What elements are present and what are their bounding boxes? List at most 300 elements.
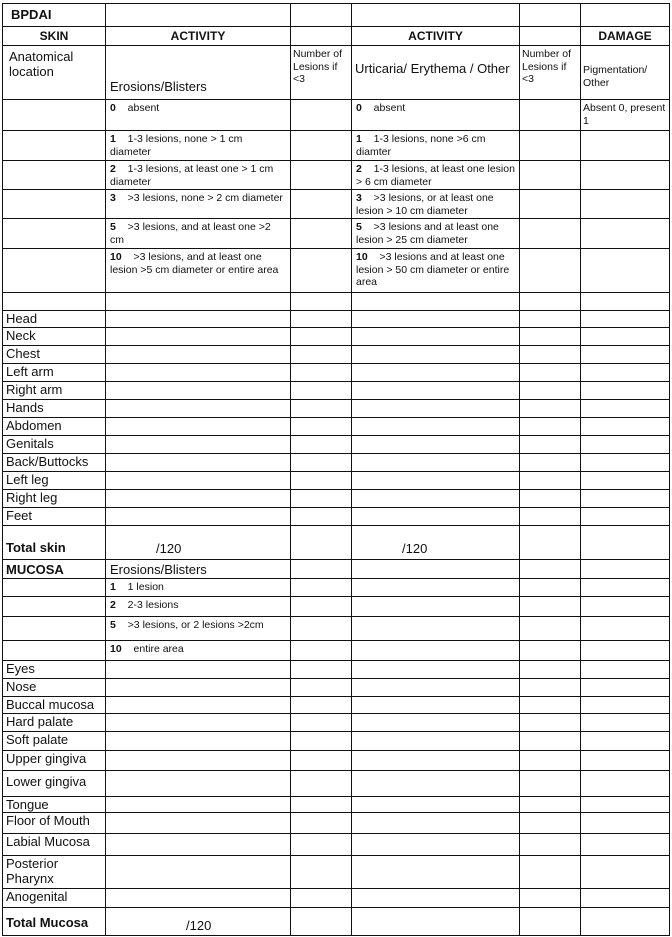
blank-cell bbox=[2, 616, 106, 641]
mucosa-location-nose bbox=[2, 678, 106, 697]
mucosa-location-floor-of-mouth bbox=[2, 812, 106, 834]
location-label: Hands bbox=[6, 400, 44, 415]
entry-cell[interactable] bbox=[351, 292, 520, 311]
urticaria-score-cell bbox=[351, 130, 520, 161]
location-label: Genitals bbox=[6, 436, 54, 451]
entry-cell[interactable] bbox=[519, 770, 581, 797]
entry-cell[interactable] bbox=[351, 310, 520, 328]
entry-cell[interactable] bbox=[519, 812, 581, 834]
entry-cell[interactable] bbox=[2, 292, 106, 311]
score-value: 2 bbox=[110, 599, 116, 611]
score-value: 3 bbox=[356, 192, 362, 204]
entry-cell[interactable] bbox=[580, 381, 670, 400]
skin-location-left-arm bbox=[2, 363, 106, 382]
erosion-score bbox=[110, 192, 286, 205]
entry-cell[interactable] bbox=[290, 345, 352, 364]
erosion-score bbox=[110, 102, 286, 115]
blank-cell bbox=[580, 578, 670, 597]
entry-cell[interactable] bbox=[290, 696, 352, 714]
location-label: Right arm bbox=[6, 382, 63, 397]
blank-cell bbox=[2, 578, 106, 597]
score-value: 1 bbox=[356, 133, 362, 145]
blank-cell bbox=[290, 559, 352, 579]
location-label: Right leg bbox=[6, 490, 58, 505]
entry-cell[interactable] bbox=[105, 381, 291, 400]
skin-location-right-leg bbox=[2, 489, 106, 508]
entry-cell[interactable] bbox=[351, 489, 520, 508]
entry-cell[interactable] bbox=[351, 696, 520, 714]
anatomical-location-label: Anatomical location bbox=[9, 49, 77, 79]
entry-cell[interactable] bbox=[580, 489, 670, 508]
entry-cell[interactable] bbox=[105, 750, 291, 771]
location-label: Buccal mucosa bbox=[6, 697, 95, 712]
entry-cell[interactable] bbox=[351, 713, 520, 732]
blank-cell bbox=[2, 160, 106, 190]
entry-cell[interactable] bbox=[105, 453, 291, 472]
entry-cell[interactable] bbox=[105, 435, 291, 454]
entry-cell[interactable] bbox=[580, 417, 670, 436]
mucosa-score-cell bbox=[105, 578, 291, 597]
entry-cell[interactable] bbox=[519, 907, 581, 936]
erosion-score-cell bbox=[105, 99, 291, 131]
entry-cell[interactable] bbox=[105, 489, 291, 508]
urticaria-score-cell bbox=[351, 218, 520, 249]
score-value: 5 bbox=[110, 619, 116, 631]
column-header: DAMAGE bbox=[598, 29, 652, 43]
score-description: entire area bbox=[127, 643, 184, 655]
entry-cell[interactable] bbox=[290, 399, 352, 418]
entry-cell[interactable] bbox=[580, 310, 670, 328]
location-label: Chest bbox=[6, 346, 40, 361]
blank-cell bbox=[351, 640, 520, 661]
location-label: Feet bbox=[6, 508, 33, 523]
anatomical-location-header bbox=[2, 45, 106, 100]
erosion-score-cell bbox=[105, 248, 291, 293]
blank-cell bbox=[290, 616, 352, 641]
mucosa-label-cell bbox=[2, 559, 106, 579]
entry-cell[interactable] bbox=[519, 345, 581, 364]
erosion-score-cell bbox=[105, 189, 291, 219]
entry-cell[interactable] bbox=[519, 453, 581, 472]
entry-cell[interactable] bbox=[519, 855, 581, 889]
blank-cell bbox=[580, 160, 670, 190]
form-title-cell bbox=[2, 3, 106, 27]
location-label: Hard palate bbox=[6, 714, 74, 729]
form-title: BPDAI bbox=[11, 7, 52, 22]
entry-cell[interactable] bbox=[519, 796, 581, 813]
entry-cell[interactable] bbox=[351, 327, 520, 346]
mucosa-location-buccal-mucosa bbox=[2, 696, 106, 714]
location-label: Tongue bbox=[6, 797, 49, 812]
total-skin-value-2: /120 bbox=[402, 541, 428, 556]
entry-cell[interactable] bbox=[580, 525, 670, 560]
entry-cell[interactable] bbox=[105, 399, 291, 418]
skin-location-right-arm bbox=[2, 381, 106, 400]
mucosa-score bbox=[110, 599, 286, 612]
mucosa-score bbox=[110, 643, 286, 656]
location-label: Lower gingiva bbox=[6, 774, 87, 789]
entry-cell[interactable] bbox=[580, 471, 670, 490]
score-value: 5 bbox=[110, 221, 116, 233]
urticaria-score bbox=[356, 221, 515, 246]
entry-cell[interactable] bbox=[519, 399, 581, 418]
entry-cell[interactable] bbox=[351, 399, 520, 418]
entry-cell[interactable] bbox=[519, 381, 581, 400]
urticaria-header bbox=[351, 45, 520, 100]
location-label: Head bbox=[6, 311, 38, 326]
entry-cell[interactable] bbox=[519, 833, 581, 856]
entry-cell[interactable] bbox=[105, 471, 291, 490]
blank-cell bbox=[580, 616, 670, 641]
blank-cell bbox=[290, 596, 352, 617]
entry-cell[interactable] bbox=[519, 525, 581, 560]
location-label: Nose bbox=[6, 679, 37, 694]
entry-cell[interactable] bbox=[105, 345, 291, 364]
blank-cell bbox=[519, 596, 581, 617]
entry-cell[interactable] bbox=[290, 292, 352, 311]
entry-cell[interactable] bbox=[580, 770, 670, 797]
skin-location-genitals bbox=[2, 435, 106, 454]
entry-cell[interactable] bbox=[290, 770, 352, 797]
entry-cell[interactable] bbox=[519, 160, 581, 190]
mucosa-location-soft-palate bbox=[2, 731, 106, 751]
location-label: Eyes bbox=[6, 661, 35, 676]
entry-cell[interactable] bbox=[351, 888, 520, 908]
entry-cell[interactable] bbox=[519, 888, 581, 908]
num-lesions-label: Number of Lesions if <3 bbox=[522, 48, 574, 86]
entry-cell[interactable] bbox=[105, 417, 291, 436]
entry-cell[interactable] bbox=[351, 907, 520, 936]
entry-cell[interactable] bbox=[105, 660, 291, 679]
total-skin-activity-1[interactable] bbox=[105, 525, 291, 560]
entry-cell[interactable] bbox=[580, 731, 670, 751]
entry-cell[interactable] bbox=[290, 525, 352, 560]
entry-cell[interactable] bbox=[290, 678, 352, 697]
entry-cell[interactable] bbox=[519, 189, 581, 219]
blank-cell bbox=[2, 99, 106, 131]
mucosa-location-eyes bbox=[2, 660, 106, 679]
entry-cell[interactable] bbox=[519, 248, 581, 293]
total-skin-label: Total skin bbox=[6, 540, 66, 555]
blank-cell bbox=[519, 3, 581, 27]
total-mucosa-label-cell bbox=[2, 907, 106, 936]
header-skin bbox=[2, 26, 106, 46]
entry-cell[interactable] bbox=[290, 750, 352, 771]
mucosa-score-cell bbox=[105, 640, 291, 661]
blank-cell bbox=[519, 578, 581, 597]
entry-cell[interactable] bbox=[580, 750, 670, 771]
skin-location-hands bbox=[2, 399, 106, 418]
entry-cell[interactable] bbox=[519, 750, 581, 771]
pigmentation-label: Pigmentation/ Other bbox=[583, 64, 651, 89]
entry-cell[interactable] bbox=[105, 713, 291, 732]
entry-cell[interactable] bbox=[580, 678, 670, 697]
entry-cell[interactable] bbox=[351, 435, 520, 454]
skin-location-left-leg bbox=[2, 471, 106, 490]
blank-cell bbox=[351, 616, 520, 641]
entry-cell[interactable] bbox=[290, 855, 352, 889]
entry-cell[interactable] bbox=[290, 248, 352, 293]
score-value: 1 bbox=[110, 581, 116, 593]
entry-cell[interactable] bbox=[105, 888, 291, 908]
entry-cell[interactable] bbox=[105, 833, 291, 856]
erosion-score-cell bbox=[105, 130, 291, 161]
erosion-score bbox=[110, 133, 286, 158]
entry-cell[interactable] bbox=[105, 696, 291, 714]
entry-cell[interactable] bbox=[105, 796, 291, 813]
mucosa-score bbox=[110, 619, 286, 632]
entry-cell[interactable] bbox=[519, 678, 581, 697]
entry-cell[interactable] bbox=[351, 833, 520, 856]
location-label: Floor of Mouth bbox=[6, 813, 90, 828]
entry-cell[interactable] bbox=[519, 471, 581, 490]
urticaria-score bbox=[356, 102, 515, 115]
score-value: 0 bbox=[356, 102, 362, 114]
entry-cell[interactable] bbox=[290, 363, 352, 382]
entry-cell[interactable] bbox=[290, 489, 352, 508]
blank-cell bbox=[580, 218, 670, 249]
urticaria-score-cell bbox=[351, 99, 520, 131]
entry-cell[interactable] bbox=[351, 796, 520, 813]
header-activity-2 bbox=[351, 26, 520, 46]
entry-cell[interactable] bbox=[519, 218, 581, 249]
mucosa-location-hard-palate bbox=[2, 713, 106, 732]
blank-cell bbox=[2, 130, 106, 161]
entry-cell[interactable] bbox=[290, 218, 352, 249]
entry-cell[interactable] bbox=[105, 310, 291, 328]
entry-cell[interactable] bbox=[519, 292, 581, 311]
skin-location-feet bbox=[2, 507, 106, 526]
entry-cell[interactable] bbox=[290, 381, 352, 400]
entry-cell[interactable] bbox=[519, 417, 581, 436]
entry-cell[interactable] bbox=[580, 796, 670, 813]
mucosa-erosions-header bbox=[105, 559, 291, 579]
entry-cell[interactable] bbox=[580, 855, 670, 889]
entry-cell[interactable] bbox=[105, 678, 291, 697]
score-description: 2-3 lesions bbox=[121, 599, 179, 611]
entry-cell[interactable] bbox=[351, 770, 520, 797]
entry-cell[interactable] bbox=[351, 363, 520, 382]
location-label: Back/Buttocks bbox=[6, 454, 89, 469]
blank-cell bbox=[351, 596, 520, 617]
blank-cell bbox=[351, 578, 520, 597]
entry-cell[interactable] bbox=[580, 399, 670, 418]
score-description: 1-3 lesions, none >6 cm diamter bbox=[356, 133, 489, 158]
entry-cell[interactable] bbox=[290, 731, 352, 751]
urticaria-label: Urticaria/ Erythema / Other bbox=[355, 61, 510, 76]
entry-cell[interactable] bbox=[580, 713, 670, 732]
column-header: ACTIVITY bbox=[170, 29, 226, 43]
erosion-score-cell bbox=[105, 218, 291, 249]
entry-cell[interactable] bbox=[580, 292, 670, 311]
entry-cell[interactable] bbox=[351, 750, 520, 771]
entry-cell[interactable] bbox=[351, 660, 520, 679]
entry-cell[interactable] bbox=[351, 855, 520, 889]
num-lesions-header-1 bbox=[290, 45, 352, 100]
entry-cell[interactable] bbox=[519, 713, 581, 732]
entry-cell[interactable] bbox=[290, 130, 352, 161]
mucosa-location-tongue bbox=[2, 796, 106, 813]
entry-cell[interactable] bbox=[351, 812, 520, 834]
urticaria-score bbox=[356, 251, 515, 289]
blank-cell bbox=[580, 189, 670, 219]
entry-cell[interactable] bbox=[519, 696, 581, 714]
entry-cell[interactable] bbox=[290, 417, 352, 436]
location-label: Left arm bbox=[6, 364, 54, 379]
entry-cell[interactable] bbox=[290, 888, 352, 908]
entry-cell[interactable] bbox=[290, 660, 352, 679]
blank-cell bbox=[2, 248, 106, 293]
entry-cell[interactable] bbox=[105, 812, 291, 834]
score-description: >3 lesions, or 2 lesions >2cm bbox=[121, 619, 264, 631]
entry-cell[interactable] bbox=[580, 907, 670, 936]
score-value: 10 bbox=[110, 251, 122, 263]
location-label: Posterior Pharynx bbox=[6, 856, 62, 886]
erosion-score-cell bbox=[105, 160, 291, 190]
blank-cell bbox=[519, 559, 581, 579]
entry-cell[interactable] bbox=[105, 363, 291, 382]
mucosa-label: MUCOSA bbox=[6, 562, 64, 577]
entry-cell[interactable] bbox=[351, 345, 520, 364]
mucosa-erosions-label: Erosions/Blisters bbox=[110, 562, 207, 577]
score-description: >3 lesions and at least one lesion > 50 cm diameter or entire area bbox=[356, 251, 513, 289]
entry-cell[interactable] bbox=[519, 731, 581, 751]
entry-cell[interactable] bbox=[105, 731, 291, 751]
entry-cell[interactable] bbox=[290, 160, 352, 190]
damage-score: Absent 0, present 1 bbox=[583, 102, 669, 127]
entry-cell[interactable] bbox=[580, 345, 670, 364]
entry-cell[interactable] bbox=[580, 327, 670, 346]
column-header: ACTIVITY bbox=[408, 29, 463, 43]
entry-cell[interactable] bbox=[290, 812, 352, 834]
score-description: 1-3 lesions, at least one lesion > 6 cm diameter bbox=[356, 163, 518, 188]
score-description: 1 lesion bbox=[121, 581, 164, 593]
entry-cell[interactable] bbox=[351, 453, 520, 472]
entry-cell[interactable] bbox=[519, 660, 581, 679]
total-mucosa-activity[interactable] bbox=[105, 907, 291, 936]
blank-cell bbox=[580, 3, 670, 27]
entry-cell[interactable] bbox=[519, 327, 581, 346]
entry-cell[interactable] bbox=[290, 453, 352, 472]
entry-cell[interactable] bbox=[105, 507, 291, 526]
header-activity-1 bbox=[105, 26, 291, 46]
entry-cell[interactable] bbox=[580, 453, 670, 472]
skin-location-head bbox=[2, 310, 106, 328]
entry-cell[interactable] bbox=[351, 507, 520, 526]
blank-cell bbox=[290, 3, 352, 27]
score-description: >3 lesions, and at least one lesion >5 cm diameter or entire area bbox=[110, 251, 279, 276]
entry-cell[interactable] bbox=[351, 471, 520, 490]
entry-cell[interactable] bbox=[290, 833, 352, 856]
score-value: 0 bbox=[110, 102, 116, 114]
entry-cell[interactable] bbox=[580, 833, 670, 856]
total-mucosa-value: /120 bbox=[186, 918, 212, 933]
entry-cell[interactable] bbox=[519, 507, 581, 526]
num-lesions-header-2 bbox=[519, 45, 581, 100]
entry-cell[interactable] bbox=[290, 327, 352, 346]
total-mucosa-label: Total Mucosa bbox=[6, 915, 89, 930]
entry-cell[interactable] bbox=[290, 713, 352, 732]
urticaria-score-cell bbox=[351, 160, 520, 190]
urticaria-score bbox=[356, 133, 515, 158]
mucosa-location-lower-gingiva bbox=[2, 770, 106, 797]
entry-cell[interactable] bbox=[580, 507, 670, 526]
urticaria-score bbox=[356, 163, 518, 188]
blank-cell bbox=[351, 559, 520, 579]
score-description: >3 lesions, and at least one >2 cm bbox=[110, 221, 274, 246]
score-description: 1-3 lesions, at least one > 1 cm diameter bbox=[110, 163, 277, 188]
entry-cell[interactable] bbox=[580, 812, 670, 834]
entry-cell[interactable] bbox=[351, 381, 520, 400]
total-skin-activity-2[interactable] bbox=[351, 525, 520, 560]
entry-cell[interactable] bbox=[580, 435, 670, 454]
score-value: 2 bbox=[356, 163, 362, 175]
entry-cell[interactable] bbox=[290, 507, 352, 526]
entry-cell[interactable] bbox=[105, 292, 291, 311]
location-label: Upper gingiva bbox=[6, 751, 87, 766]
entry-cell[interactable] bbox=[290, 99, 352, 131]
score-value: 10 bbox=[110, 643, 122, 655]
entry-cell[interactable] bbox=[105, 855, 291, 889]
column-header: SKIN bbox=[39, 29, 69, 43]
erosion-score bbox=[110, 221, 286, 246]
mucosa-location-labial-mucosa bbox=[2, 833, 106, 856]
entry-cell[interactable] bbox=[105, 770, 291, 797]
blank-cell bbox=[2, 189, 106, 219]
score-value: 5 bbox=[356, 221, 362, 233]
location-label: Left leg bbox=[6, 472, 49, 487]
entry-cell[interactable] bbox=[580, 363, 670, 382]
entry-cell[interactable] bbox=[290, 435, 352, 454]
skin-location-abdomen bbox=[2, 417, 106, 436]
header-blank bbox=[290, 26, 352, 46]
skin-location-neck bbox=[2, 327, 106, 346]
score-description: absent bbox=[121, 102, 160, 114]
entry-cell[interactable] bbox=[351, 731, 520, 751]
entry-cell[interactable] bbox=[290, 189, 352, 219]
mucosa-score-cell bbox=[105, 596, 291, 617]
entry-cell[interactable] bbox=[290, 310, 352, 328]
entry-cell[interactable] bbox=[519, 310, 581, 328]
blank-cell bbox=[2, 596, 106, 617]
entry-cell[interactable] bbox=[351, 678, 520, 697]
entry-cell[interactable] bbox=[519, 489, 581, 508]
entry-cell[interactable] bbox=[519, 130, 581, 161]
entry-cell[interactable] bbox=[519, 363, 581, 382]
location-label: Labial Mucosa bbox=[6, 834, 90, 849]
mucosa-location-anogenital bbox=[2, 888, 106, 908]
score-value: 1 bbox=[110, 133, 116, 145]
blank-cell bbox=[580, 130, 670, 161]
entry-cell[interactable] bbox=[580, 660, 670, 679]
entry-cell[interactable] bbox=[519, 435, 581, 454]
entry-cell[interactable] bbox=[290, 471, 352, 490]
blank-cell bbox=[519, 616, 581, 641]
blank-cell bbox=[580, 640, 670, 661]
erosion-score bbox=[110, 251, 286, 276]
urticaria-score-cell bbox=[351, 189, 520, 219]
entry-cell[interactable] bbox=[290, 907, 352, 936]
entry-cell[interactable] bbox=[351, 417, 520, 436]
entry-cell[interactable] bbox=[105, 327, 291, 346]
pigmentation-header bbox=[580, 45, 670, 100]
blank-cell bbox=[290, 578, 352, 597]
urticaria-score-cell bbox=[351, 248, 520, 293]
entry-cell[interactable] bbox=[580, 888, 670, 908]
entry-cell[interactable] bbox=[290, 796, 352, 813]
entry-cell[interactable] bbox=[519, 99, 581, 131]
entry-cell[interactable] bbox=[580, 696, 670, 714]
